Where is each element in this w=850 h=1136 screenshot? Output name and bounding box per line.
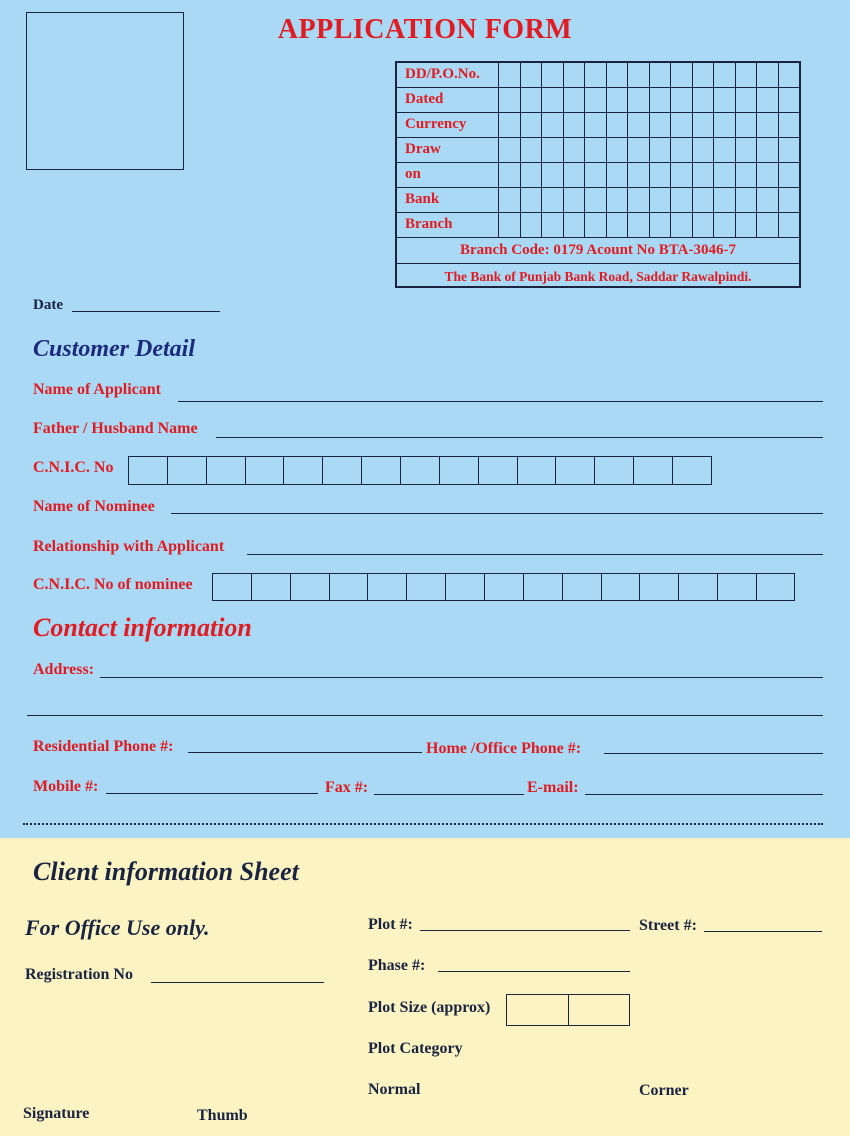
phase-no-field[interactable]	[438, 971, 630, 972]
residential-phone-label: Residential Phone #:	[33, 738, 174, 755]
home-office-phone-field[interactable]	[604, 753, 823, 754]
nominee-cnic-input-boxes[interactable]	[212, 573, 795, 601]
bank-row-dated[interactable]	[397, 88, 799, 113]
client-information-sheet-heading: Client information Sheet	[33, 857, 299, 886]
date-field[interactable]	[72, 311, 220, 312]
bank-row-label: Bank	[405, 191, 440, 207]
plot-no-label: Plot #:	[368, 916, 413, 933]
residential-phone-field[interactable]	[188, 752, 422, 753]
street-no-field[interactable]	[704, 931, 822, 932]
bank-row-cells[interactable]	[498, 213, 799, 237]
registration-no-label: Registration No	[25, 966, 133, 983]
bank-row-cells[interactable]	[498, 163, 799, 187]
phase-no-label: Phase #:	[368, 957, 426, 974]
cnic-input-boxes[interactable]	[128, 456, 712, 485]
father-husband-name-field[interactable]	[216, 437, 823, 438]
bank-row-on[interactable]	[397, 163, 799, 188]
father-husband-name-label: Father / Husband Name	[33, 420, 198, 437]
relationship-label: Relationship with Applicant	[33, 538, 225, 555]
mobile-label: Mobile #:	[33, 778, 99, 795]
bank-row-label: on	[405, 166, 421, 182]
bank-row-label: Branch	[405, 216, 453, 232]
bank-address-text: The Bank of Punjab Bank Road, Saddar Rawalpindi.	[444, 269, 752, 284]
bank-row-label: Draw	[405, 141, 441, 157]
signature-label: Signature	[23, 1105, 90, 1122]
plot-category-label: Plot Category	[368, 1040, 463, 1057]
email-field[interactable]	[585, 794, 823, 795]
cut-here-divider	[23, 823, 823, 825]
bank-row-cells[interactable]	[498, 88, 799, 112]
relationship-field[interactable]	[247, 554, 823, 555]
street-no-label: Street #:	[639, 917, 697, 934]
plot-category-normal-option[interactable]: Normal	[368, 1081, 421, 1098]
nominee-name-field[interactable]	[171, 513, 823, 514]
bank-row-cells[interactable]	[498, 113, 799, 137]
form-title: APPLICATION FORM	[277, 14, 573, 45]
bank-row-draw[interactable]	[397, 138, 799, 163]
applicant-name-label: Name of Applicant	[33, 381, 161, 398]
bank-row-dd-po[interactable]	[397, 63, 799, 88]
contact-information-heading: Contact information	[33, 613, 252, 642]
nominee-name-label: Name of Nominee	[33, 498, 155, 515]
photo-box[interactable]	[26, 12, 184, 170]
email-label: E-mail:	[527, 779, 579, 796]
home-office-phone-label: Home /Office Phone #:	[426, 740, 582, 757]
cnic-label: C.N.I.C. No	[33, 459, 114, 476]
mobile-field[interactable]	[106, 793, 318, 794]
address-field-line-2[interactable]	[27, 715, 823, 716]
registration-no-field[interactable]	[151, 982, 324, 983]
office-use-only-heading: For Office Use only.	[25, 915, 210, 940]
bank-row-cells[interactable]	[498, 188, 799, 212]
address-field-line-1[interactable]	[100, 677, 823, 678]
date-label: Date	[33, 297, 63, 313]
bank-row-cells[interactable]	[498, 138, 799, 162]
branch-code-text: Branch Code: 0179 Acount No BTA-3046-7	[460, 242, 736, 258]
applicant-name-field[interactable]	[178, 401, 823, 402]
nominee-cnic-label: C.N.I.C. No of nominee	[33, 576, 193, 593]
bank-row-currency[interactable]	[397, 113, 799, 138]
thumb-label: Thumb	[197, 1107, 248, 1124]
bank-branch-code-row	[397, 238, 799, 264]
bank-row-cells[interactable]	[498, 63, 799, 87]
address-label: Address:	[33, 661, 95, 678]
bank-row-branch[interactable]	[397, 213, 799, 238]
bank-row-bank[interactable]	[397, 188, 799, 213]
plot-no-field[interactable]	[420, 930, 630, 931]
bank-row-label: Currency	[405, 116, 467, 132]
plot-size-boxes[interactable]	[506, 994, 630, 1026]
plot-size-label: Plot Size (approx)	[368, 999, 491, 1016]
plot-category-corner-option[interactable]: Corner	[639, 1082, 689, 1099]
bank-row-label: DD/P.O.No.	[405, 66, 480, 82]
fax-field[interactable]	[374, 794, 524, 795]
customer-detail-heading: Customer Detail	[33, 336, 196, 362]
fax-label: Fax #:	[325, 779, 369, 796]
bank-row-label: Dated	[405, 91, 444, 107]
bank-details-table	[395, 61, 801, 288]
